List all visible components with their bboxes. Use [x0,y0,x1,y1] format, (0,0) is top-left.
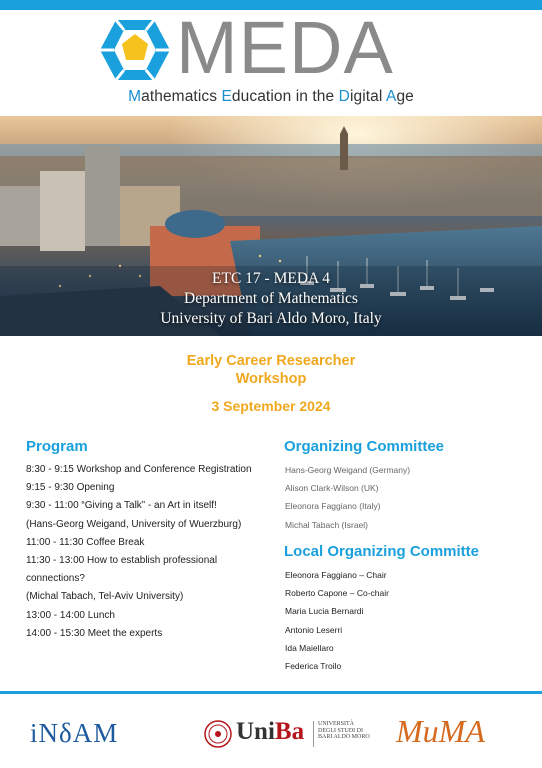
uniba-small-text: UNIVERSITÀ DEGLI STUDI DI BARI ALDO MORO [318,721,370,740]
local-committee-heading: Local Organizing Committe [284,543,480,560]
tagline-part: igital [349,88,386,105]
caption-university: University of Bari Aldo Moro, Italy [160,310,382,327]
program-item: connections? [26,573,85,585]
committee-member: Eleonora Faggiano (Italy) [285,501,381,512]
workshop-title-line1: Early Career Researcher [186,353,356,369]
uniba-logo-part1: Uni [236,718,275,745]
program-item: 9:15 - 9:30 Opening [26,482,115,494]
local-committee-member: Ida Maiellaro [285,642,334,653]
committee-member: Alison Clark-Wilson (UK) [285,483,379,494]
program-item: 11:00 - 11:30 Coffee Break [26,536,145,548]
muma-logo: MuMA [396,713,485,749]
program-item: 14:00 - 15:30 Meet the experts [26,627,163,639]
organizing-committee-heading: Organizing Committee [284,438,445,455]
local-committee-member: Eleonora Faggiano – Chair [285,570,387,580]
local-committee-member: Federica Troilo [285,660,342,671]
local-committee-member: Roberto Capone – Co-chair [285,588,389,599]
program-item: 8:30 - 9:15 Workshop and Conference Registration [26,464,252,475]
tagline-part: M [128,88,142,105]
tagline-part: A [385,88,397,105]
meda-logo-word: MEDA [176,6,394,89]
committee-member: Michal Tabach (Israel) [285,519,368,530]
caption-department: Department of Mathematics [184,290,358,307]
uniba-logo [236,718,304,746]
program-item: (Hans-Georg Weigand, University of Wuerzburg) [26,518,242,530]
program-list [26,461,282,643]
program-item: 13:00 - 14:00 Lunch [26,609,115,621]
program-heading: Program [26,438,88,455]
program-item: 9:30 - 11:00 “Giving a Talk” - an Art in itself! [26,500,217,512]
program-item: 11:30 - 13:00 How to establish professional [26,554,218,566]
uniba-divider [313,721,314,747]
footer-divider [0,691,542,694]
committee-member: Hans-Georg Weigand (Germany) [285,465,411,475]
tagline-part: ducation in the [231,88,339,105]
program-item: (Michal Tabach, Tel-Aviv University) [26,591,184,603]
workshop-title-line2: Workshop [235,371,307,387]
workshop-date: 3 September 2024 [211,398,331,414]
meda-logo-icon [98,16,172,84]
tagline-part: ge [396,88,414,105]
local-committee-list [285,566,535,675]
uniba-seal-icon [204,720,232,748]
tagline-part: E [221,88,232,105]
organizing-committee-list [285,461,535,534]
local-committee-member: Antonio Leserri [285,624,343,635]
indam-logo: iΝδAM [30,718,119,748]
local-committee-member: Maria Lucia Bernardi [285,606,364,617]
meda-tagline [0,88,542,106]
tagline-part: D [338,88,350,105]
caption-event: ETC 17 - MEDA 4 [212,270,330,287]
tagline-part: athematics [141,88,222,105]
uniba-logo-part2: Ba [274,718,305,745]
